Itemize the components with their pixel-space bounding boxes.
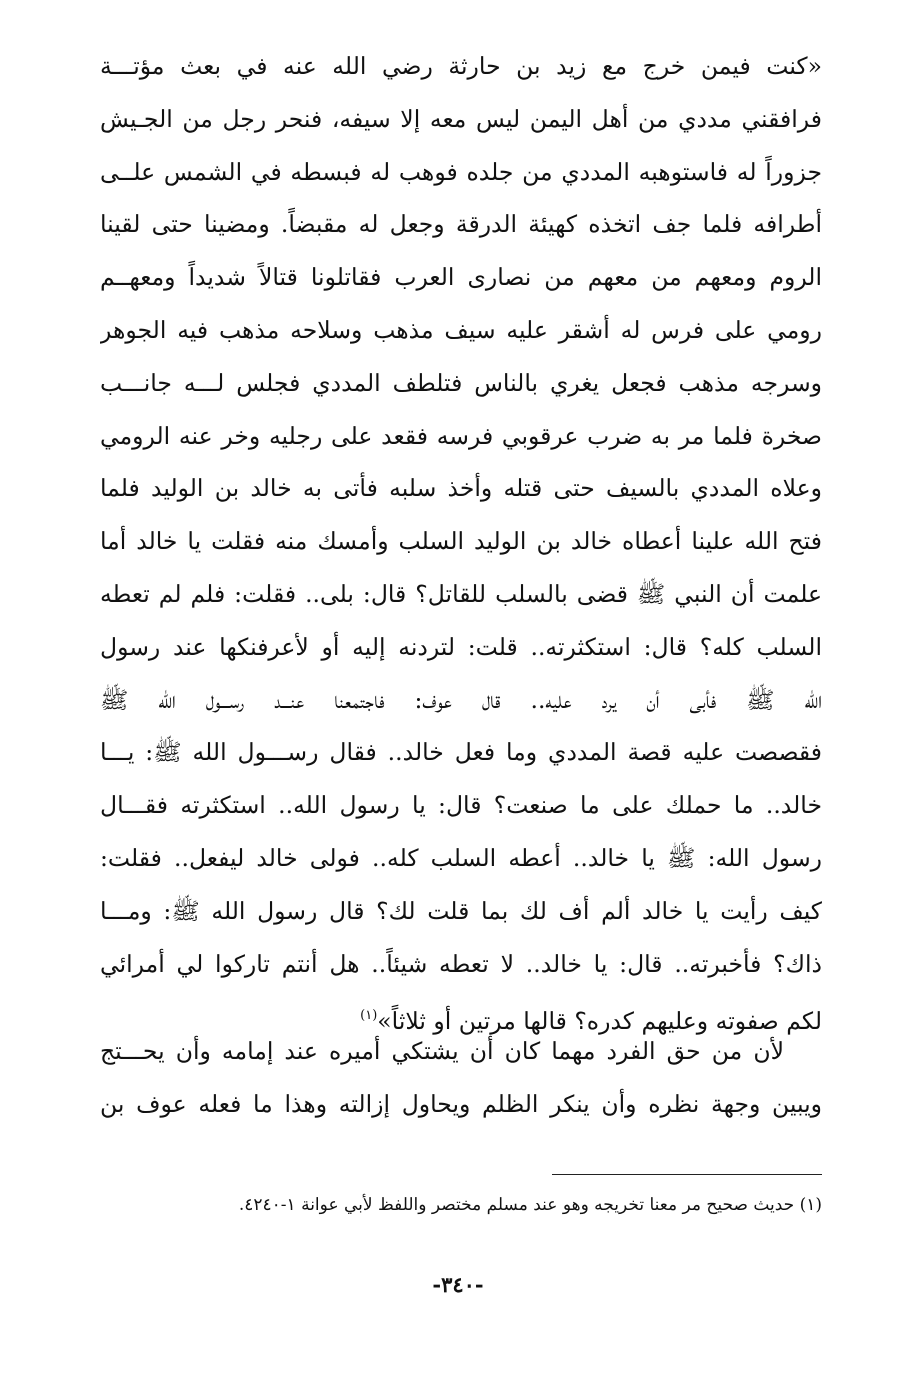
text-line: جزوراً له فاستوهبه المددي من جلده فوهب له فبسطه في الشمس علــى xyxy=(100,157,822,186)
footnote: (١) حديث صحيح مر معنا تخريجه وهو عند مسلم مختصر واللفظ لأبي عوانة ١-٤٢٤٠. xyxy=(238,1195,822,1215)
text-line: ويبين وجهة نظره وأن ينكر الظلم ويحاول إزالته وهذا ما فعله عوف بن xyxy=(100,1089,822,1118)
text-line: الله ﷺ فأبى أن يرد عليه.. قال عوف: فاجتمعنا عنـــد رســـول الله ﷺ xyxy=(100,685,822,714)
footnote-divider xyxy=(552,1174,822,1175)
text-line: الروم ومعهم من معهم من نصارى العرب فقاتلونا قتالاً شديداً ومعهــم xyxy=(100,263,822,292)
text-line: فقصصت عليه قصة المددي وما فعل خالد.. فقال رســـول الله ﷺ: يـــا xyxy=(100,738,822,767)
text-line-last-content: لكم صفوته وعليهم كدره؟ قالها مرتين أو ثلاثاً» xyxy=(377,1007,822,1036)
text-line: السلب كله؟ قال: استكثرته.. قلت: لتردنه إليه أو لأعرفنكها عند رسول xyxy=(100,632,822,661)
text-line: علمت أن النبي ﷺ قضى بالسلب للقاتل؟ قال: بلى.. فقلت: فلم لم تعطه xyxy=(100,579,822,608)
text-line: كيف رأيت يا خالد ألم أف لك بما قلت لك؟ قال رسول الله ﷺ: ومـــا xyxy=(100,896,822,925)
text-line: لأن من حق الفرد مهما كان أن يشتكي أميره عند إمامه وأن يحـــتج xyxy=(100,1037,784,1065)
text-line: وسرجه مذهب فجعل يغري بالناس فتلطف المددي فجلس لـــه جانـــب xyxy=(100,368,822,397)
text-line: ذاك؟ فأخبرته.. قال: يا خالد.. لا تعطه شيئاً.. هل أنتم تاركوا لي أمرائي xyxy=(100,949,822,978)
text-line: «كنت فيمن خرج مع زيد بن حارثة رضي الله عنه في بعث مؤتـــة xyxy=(100,52,822,80)
text-line: خالد.. ما حملك على ما صنعت؟ قال: يا رسول الله.. استكثرته فقـــال xyxy=(100,791,822,820)
text-line: رسول الله: ﷺ يا خالد.. أعطه السلب كله.. فولى خالد ليفعل.. فقلت: xyxy=(100,843,822,872)
text-line: رومي على فرس له أشقر عليه سيف مذهب وسلاحه مذهب فيه الجوهر xyxy=(100,315,822,344)
text-line: صخرة فلما مر به ضرب عرقوبي فرسه فقعد على رجليه وخر عنه الرومي xyxy=(100,421,822,450)
text-line: أطرافه فلما جف اتخذه كهيئة الدرقة وجعل له مقبضاً. ومضينا حتى لقينا xyxy=(100,210,822,239)
text-line: فتح الله علينا أعطاه خالد بن الوليد السلب وأمسك منه فقلت يا خالد أما xyxy=(100,527,822,556)
footnote-reference: (١) xyxy=(360,1008,378,1024)
text-line: وعلاه المددي بالسيف حتى قتله وأخذ سلبه فأتى به خالد بن الوليد فلما xyxy=(100,474,822,503)
text-line: فرافقني مددي من أهل اليمن ليس معه إلا سيفه، فنحر رجل من الجـيش xyxy=(100,104,822,133)
paragraph-hadith xyxy=(100,40,822,1043)
page-number: -٣٤٠- xyxy=(432,1272,484,1297)
paragraph-commentary xyxy=(100,1025,822,1131)
